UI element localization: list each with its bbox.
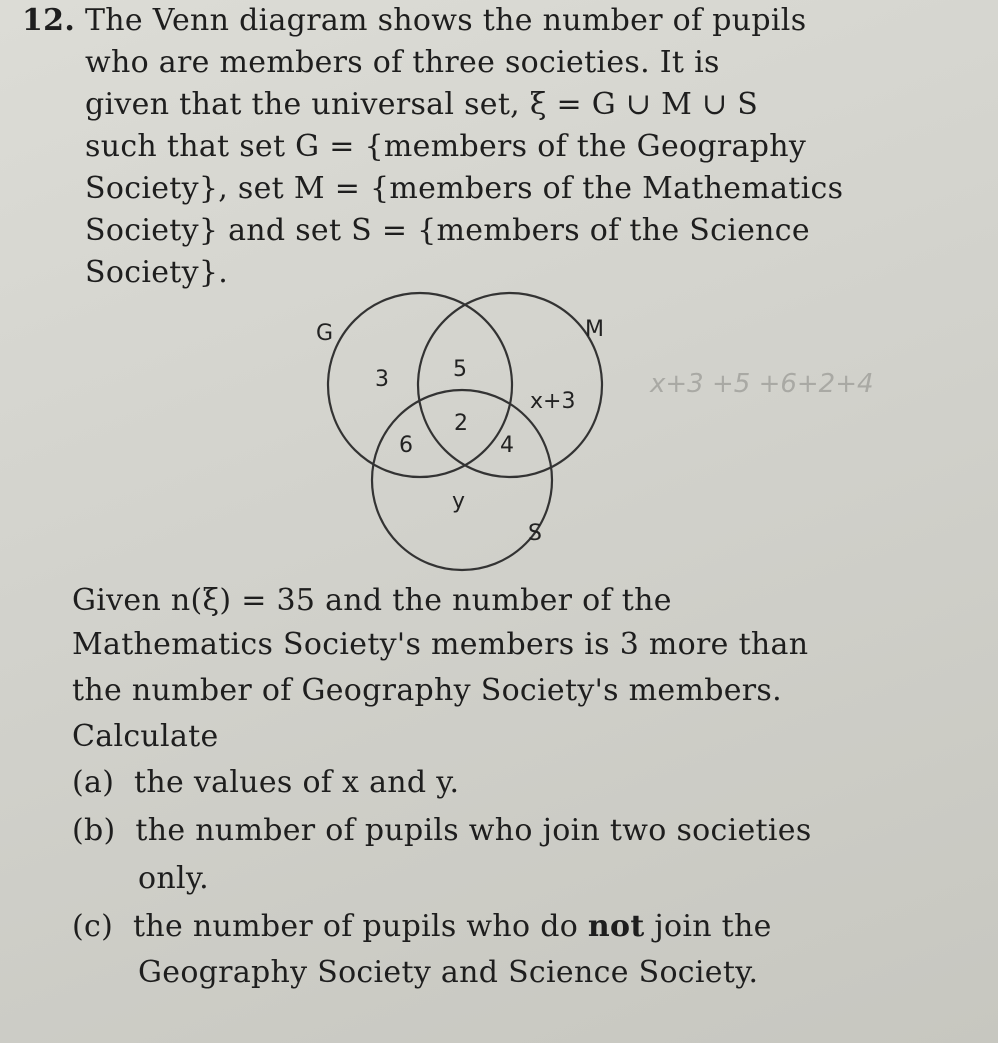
handwritten-working: x+3 +5 +6+2+4	[650, 369, 874, 399]
region-g-only: 3	[375, 367, 389, 392]
intro-line-4: such that set G = {members of the Geography	[85, 129, 807, 164]
region-m-only: x+3	[530, 389, 576, 414]
part-c-text-2: Geography Society and Science Society.	[138, 955, 759, 990]
given-line-1: Given n(ξ) = 35 and the number of the	[72, 583, 672, 618]
region-s-only: y	[452, 489, 466, 514]
part-c-pre: the number of pupils who do	[132, 909, 588, 944]
part-a-label: (a)	[72, 765, 115, 800]
intro-line-5: Society}, set M = {members of the Mathematics	[85, 171, 844, 206]
intro-line-7: Society}.	[85, 255, 229, 290]
intro-line-2: who are members of three societies. It is	[85, 45, 720, 80]
question-number: 12.	[22, 3, 76, 38]
part-c	[72, 909, 772, 944]
label-s: S	[528, 521, 542, 546]
part-c-not: not	[587, 909, 645, 944]
intro-line-6: Society} and set S = {members of the Science	[85, 213, 810, 248]
part-b-text-2: only.	[138, 861, 209, 896]
part-c-post: join the	[644, 909, 772, 944]
circle-g	[328, 293, 512, 477]
intro-line-1: The Venn diagram shows the number of pupils	[84, 3, 807, 38]
given-line-4: Calculate	[72, 719, 219, 754]
label-g: G	[316, 321, 334, 346]
part-c-label: (c)	[72, 909, 114, 944]
region-m-and-s: 4	[500, 433, 514, 458]
region-g-and-m: 5	[453, 357, 467, 382]
region-g-and-s: 6	[399, 433, 413, 458]
label-m: M	[585, 317, 604, 342]
part-a	[72, 765, 460, 800]
part-a-text: the values of x and y.	[134, 765, 460, 800]
given-line-3: the number of Geography Society's members.	[72, 673, 782, 708]
part-b-label: (b)	[72, 813, 116, 848]
part-b	[72, 813, 812, 848]
region-centre: 2	[454, 411, 468, 436]
given-line-2: Mathematics Society's members is 3 more than	[72, 627, 809, 662]
part-b-text-1: the number of pupils who join two societies	[135, 813, 812, 848]
intro-line-3: given that the universal set, ξ = G ∪ M ∪ S	[85, 87, 759, 122]
part-c-text	[133, 909, 772, 944]
